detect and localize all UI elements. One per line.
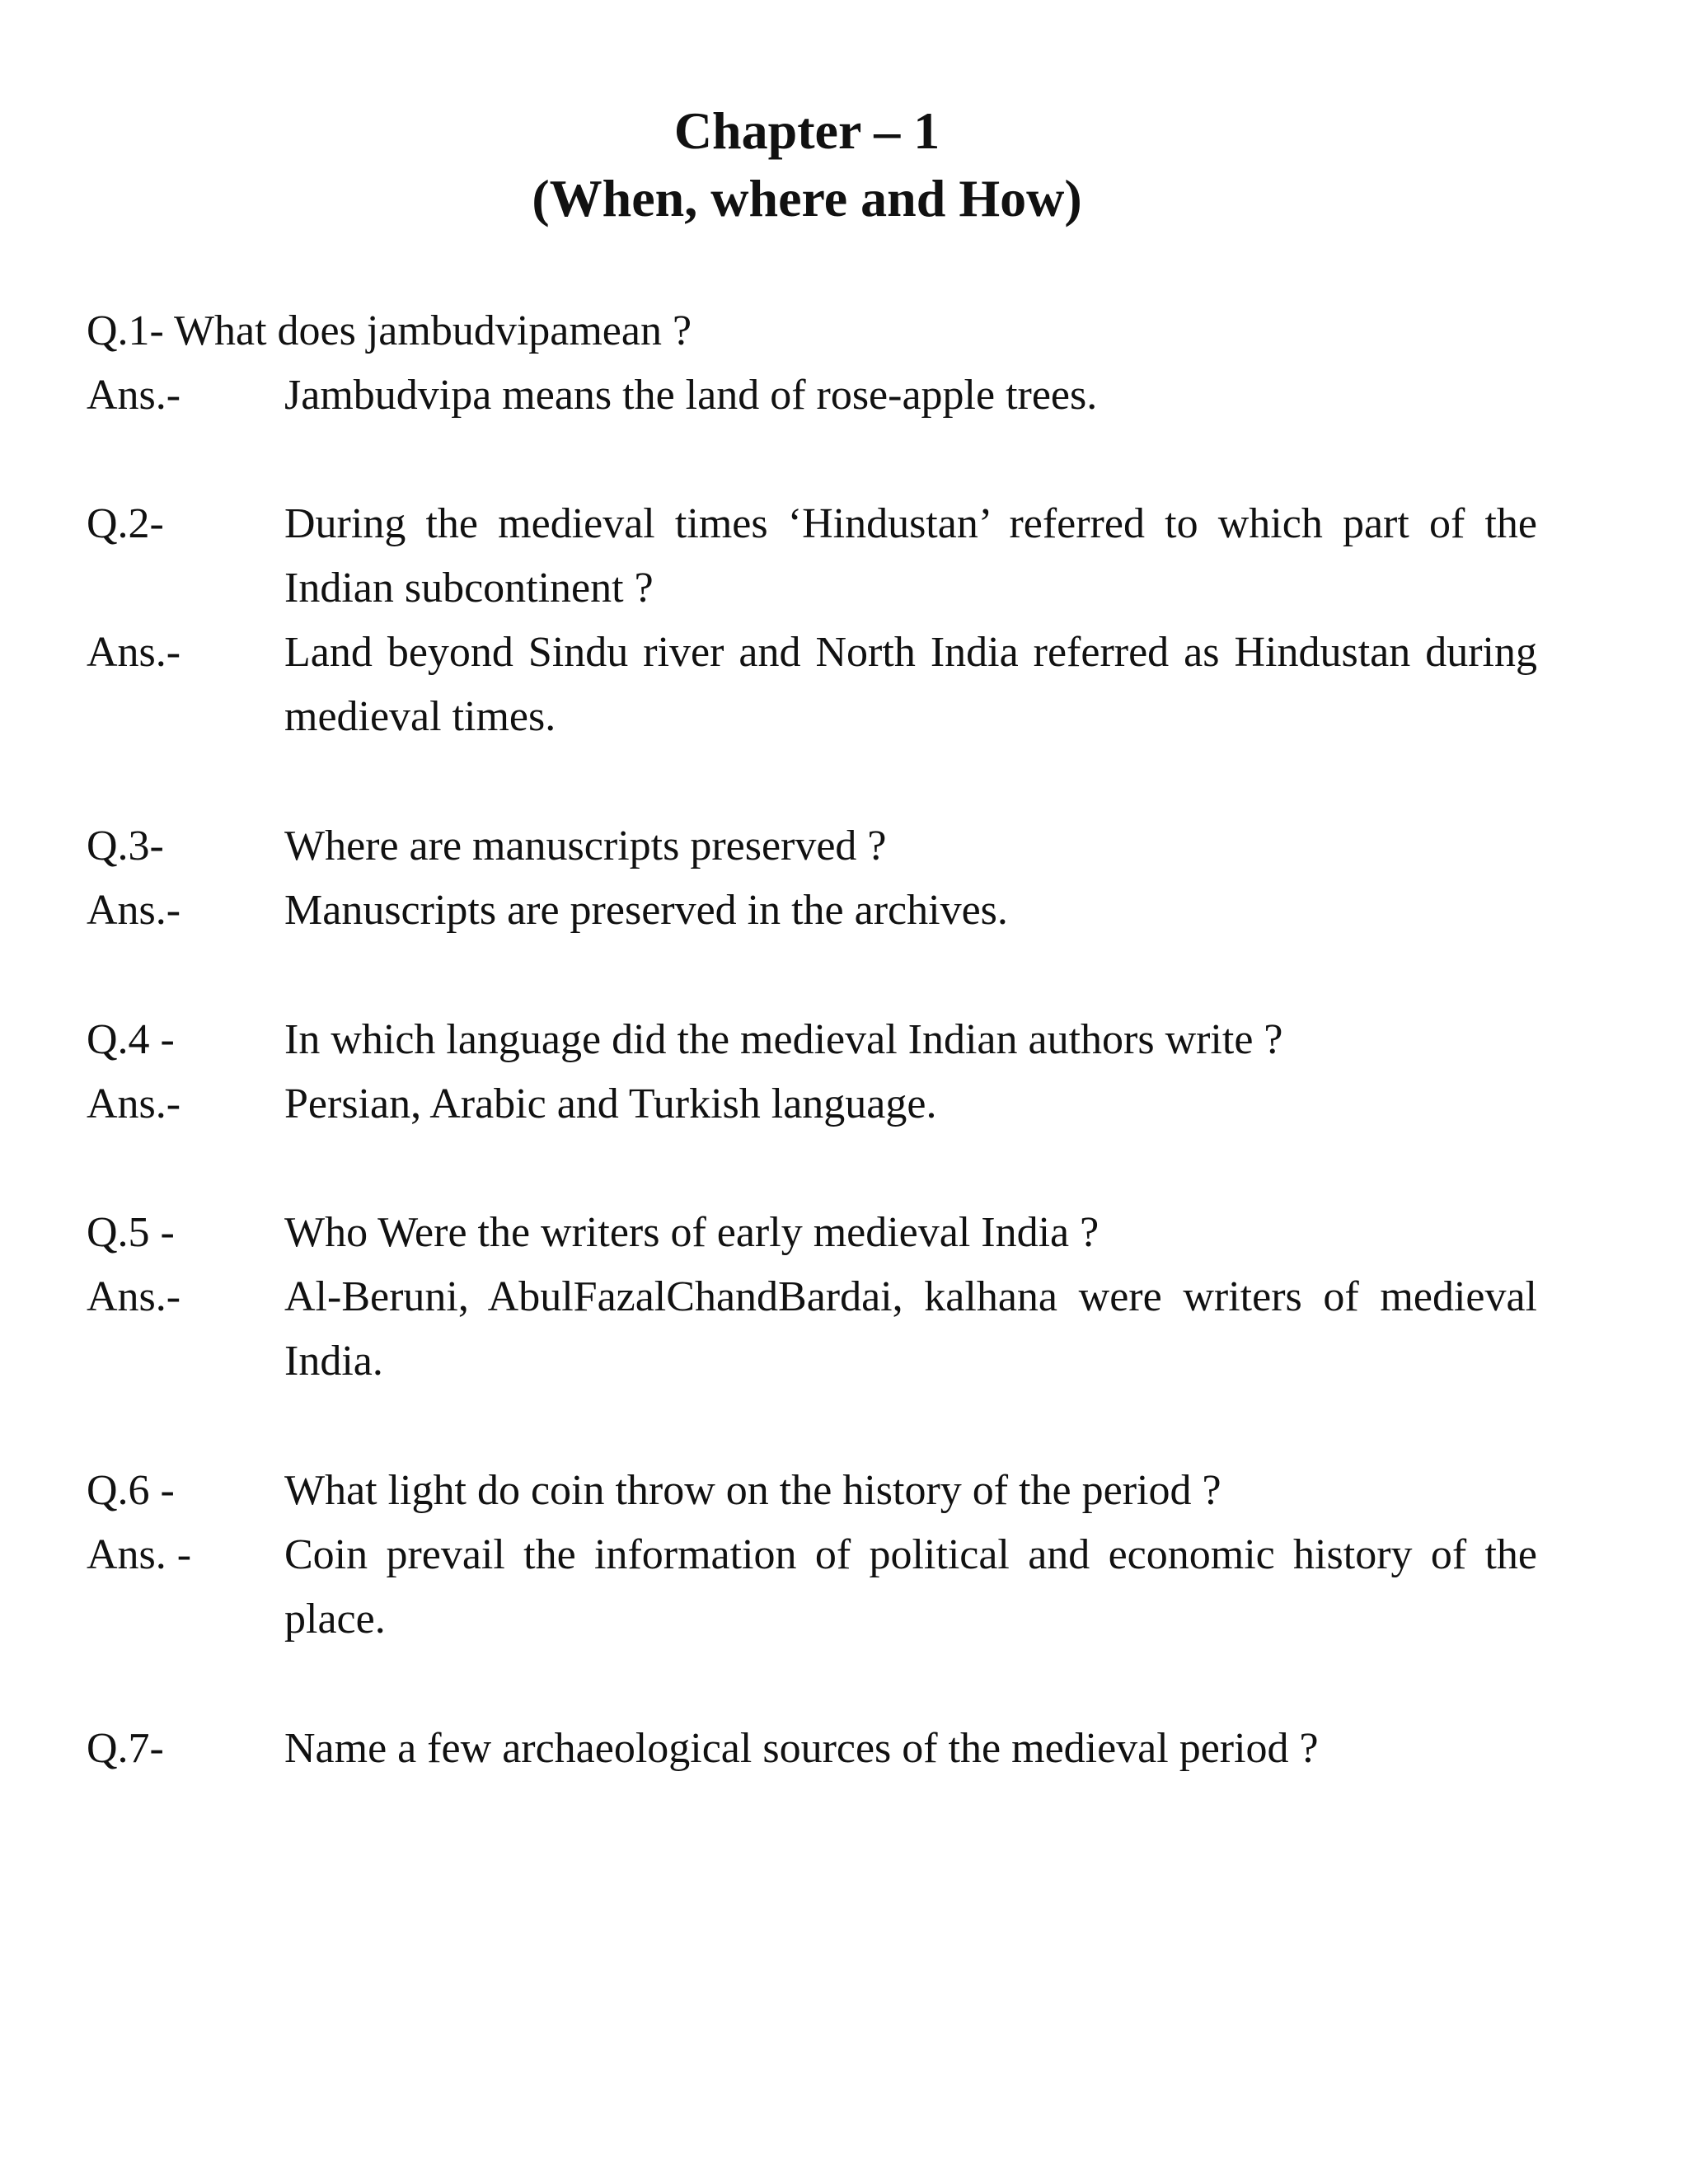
answer-4 <box>87 1072 1537 1137</box>
question-2-text: During the medieval times ‘Hindustan’ referred to which part of the Indian subcontinent ? <box>284 500 1537 612</box>
question-5 <box>87 1201 1537 1265</box>
answer-2-text: Land beyond Sindu river and North India referred as Hindustan during medieval times. <box>284 629 1537 740</box>
qa-item-2 <box>87 492 1537 749</box>
question-1-text: What does jambudvipamean ? <box>173 307 692 354</box>
qa-item-4 <box>87 1008 1537 1137</box>
qa-item-6 <box>87 1459 1537 1652</box>
answer-6-text: Coin prevail the information of political and economic history of the place. <box>284 1531 1537 1643</box>
question-3 <box>87 814 1537 879</box>
question-7-label: Q.7- <box>87 1725 164 1772</box>
answer-5 <box>87 1265 1537 1394</box>
answer-6 <box>87 1523 1537 1652</box>
question-5-label: Q.5 - <box>87 1209 175 1256</box>
question-5-text: Who Were the writers of early medieval India ? <box>284 1209 1100 1256</box>
question-6-text: What light do coin throw on the history of the period ? <box>284 1467 1221 1514</box>
answer-4-text: Persian, Arabic and Turkish language. <box>284 1080 937 1127</box>
answer-3 <box>87 879 1537 943</box>
qa-item-5 <box>87 1201 1537 1394</box>
answer-1-text: Jambudvipa means the land of rose-apple trees. <box>284 372 1098 419</box>
answer-1 <box>87 363 1537 428</box>
question-7-text: Name a few archaeological sources of the medieval period ? <box>284 1725 1319 1772</box>
chapter-heading <box>0 97 1688 232</box>
qa-item-7 <box>87 1717 1537 1781</box>
question-3-label: Q.3- <box>87 823 164 869</box>
answer-3-text: Manuscripts are preserved in the archives. <box>284 887 1008 934</box>
qa-item-1 <box>87 299 1537 428</box>
answer-2-label: Ans.- <box>87 629 181 676</box>
chapter-subtitle: (When, where and How) <box>532 169 1082 227</box>
answer-3-label: Ans.- <box>87 887 181 934</box>
answer-5-label: Ans.- <box>87 1273 181 1320</box>
question-1 <box>87 299 1537 363</box>
answer-6-label: Ans. - <box>87 1531 192 1578</box>
answer-4-label: Ans.- <box>87 1080 181 1127</box>
question-4-text: In which language did the medieval Indian authors write ? <box>284 1016 1283 1063</box>
question-4 <box>87 1008 1537 1072</box>
question-3-text: Where are manuscripts preserved ? <box>284 823 887 869</box>
chapter-title: Chapter – 1 <box>673 101 940 160</box>
answer-1-label: Ans.- <box>87 372 181 419</box>
question-7 <box>87 1717 1537 1781</box>
answer-5-text: Al-Beruni, AbulFazalChandBardai, kalhana were writers of medieval India. <box>284 1273 1537 1385</box>
question-4-label: Q.4 - <box>87 1016 175 1063</box>
qa-item-3 <box>87 814 1537 943</box>
question-6 <box>87 1459 1537 1523</box>
answer-2 <box>87 621 1537 749</box>
question-2 <box>87 492 1537 621</box>
question-2-label: Q.2- <box>87 500 164 547</box>
question-6-label: Q.6 - <box>87 1467 175 1514</box>
question-1-label: Q.1- <box>87 307 164 354</box>
